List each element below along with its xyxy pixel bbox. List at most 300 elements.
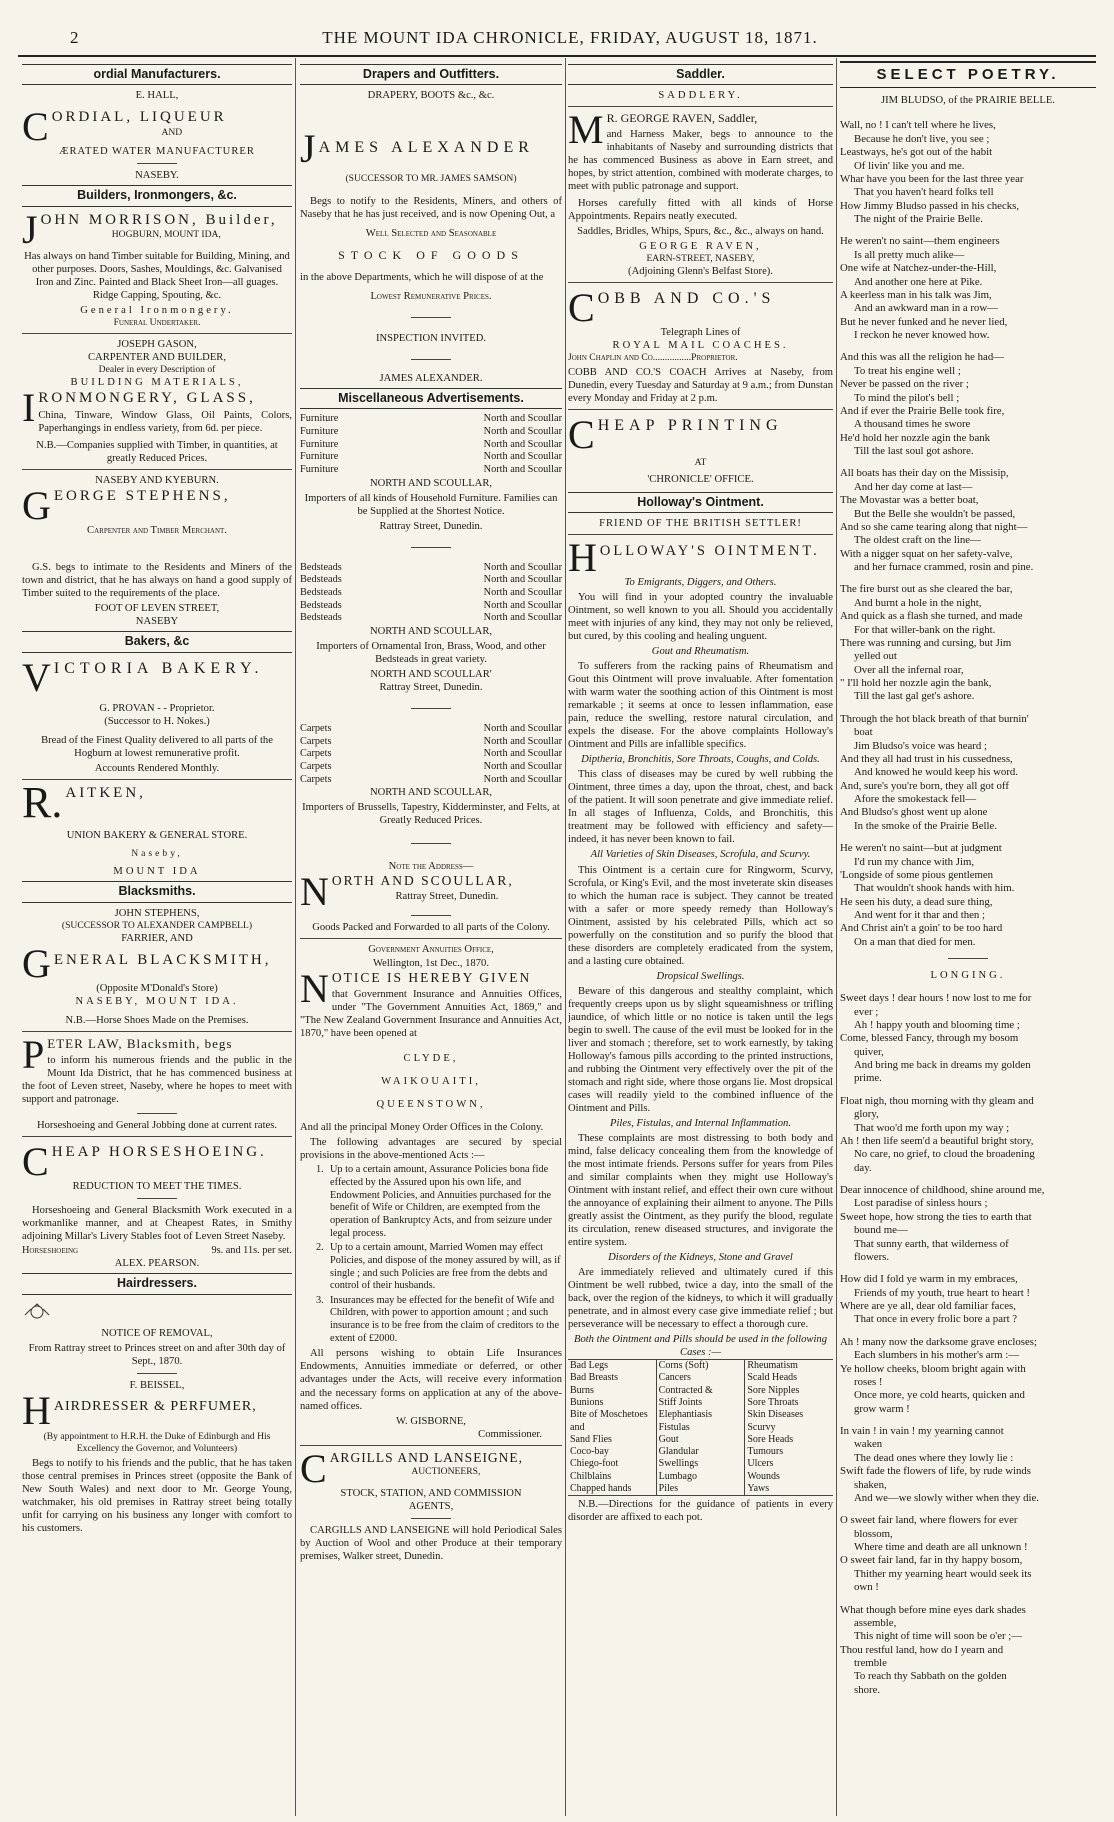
poem-line: Afore the smokestack fell— [854,793,977,806]
raven-street: EARN-STREET, NASEBY, [646,253,755,265]
ailment-cell: Swellings [658,1458,699,1470]
ailment-cell: Scald Heads [747,1372,798,1384]
leader-firm: North and Scoullar [483,413,562,425]
poem-line: And so she came tearing along that night— [840,520,1028,533]
column-divider [836,58,837,1816]
poem-line: How did I fold ye warm in my embraces, [840,1273,1018,1286]
gason-ad [22,338,292,465]
poem-line: He seen his duty, a dead sure thing, [840,895,993,908]
leader-item: Bedsteads [300,612,342,624]
pearson-body: Horseshoeing and General Blacksmith Work executed in a workmanlike manner, and at Cheapest Rates, in Smithy adjoining Millar's Livery Stables foot of Leven Street Naseby. [22,1204,292,1242]
ailment-cell: Scurvy [747,1421,776,1433]
poem-line: I'd run my chance with Jim, [854,855,975,868]
cargills-title: ARGILLS AND LANSEIGNE, [329,1449,524,1465]
drop-cap: R. [22,777,63,827]
poem-line: day. [854,1161,872,1174]
leader-row [300,439,562,452]
poem-jim-bludso [840,119,1096,949]
printing-title: HEAP PRINTING [597,416,783,434]
cordial-line: ORDIAL, LIQUEUR [51,109,227,126]
drop-cap: J [300,126,316,172]
leader-firm: North and Scoullar [483,438,562,450]
poem-line: Till the last soul got ashore. [854,445,974,458]
poem-line: Sweet days ! dear hours ! now lost to me for [840,992,1032,1005]
leader-item: Furniture [300,413,339,425]
item-text: Up to a certain amount, Assurance Policies bona fide effected by the Assured upon his own life, and Endowment Policies, and Annuities purchased for the benefit of Wife or Children, are exempted from the operation of Bankruptcy Acts, and from seizure under legal process. [330,1164,552,1239]
poem-line: To mind the pilot's bell ; [854,391,960,404]
printing-office: 'CHRONICLE' OFFICE. [647,473,754,485]
annuities-signature: W. GISBORNE, [396,1415,466,1427]
law-ad [22,1031,292,1132]
stephens-address: FOOT OF LEVEN STREET, [94,603,220,615]
poem-line: And we—we slowly wither when they die. [854,1491,1040,1504]
poem-line: bound me— [854,1224,908,1237]
stanza [840,713,1096,833]
beissel-name: F. BEISSEL, [129,1379,185,1391]
item-number: 2. [316,1242,324,1254]
stanza [840,1273,1096,1327]
leader-item: Bedsteads [300,561,342,573]
poem-line: own ! [854,1581,879,1594]
stanza [840,235,1096,342]
section-head-saddler: Saddler. [568,64,833,85]
annuities-date: Wellington, 1st Dec., 1870. [373,957,489,969]
alexander-title: AMES ALEXANDER [318,139,534,157]
section-head-bakers: Bakers, &c [22,631,292,652]
beissel-from: From Rattray street to Princes street on and after 30th day of Sept., 1870. [28,1342,286,1367]
drop-cap: M [568,107,604,153]
poem-line: waken [854,1438,883,1451]
annuities-place: CLYDE, [403,1053,459,1065]
drop-cap: N [300,965,329,1011]
annuities-signature-title: Commissioner. [478,1428,542,1440]
poem-line: The oldest craft on the line— [854,534,981,547]
ailment-cell: Lumbago [658,1470,697,1482]
cobb-royal-mail: ROYAL MAIL COACHES. [612,340,789,352]
holloway-para: Are immediately relieved and ultimately cured if this Ointment be well rubbed, twice a day, into the small of the back, over the region of the kidneys, to which it will gradually penetrate, and in almost every case give immediate relief ; but perseverance will be necessary to effect a thorough cure. [568,1266,833,1331]
pearson-ad [22,1138,292,1271]
victoria-successor: (Successor to H. Nokes.) [104,715,210,727]
column-divider [295,58,296,1816]
leader-row [300,612,562,625]
ailment-cell: Rheumatism [747,1360,798,1372]
beissel-ad [22,1299,292,1535]
column-1 [22,61,292,1811]
section-head-blacksmiths: Blacksmiths. [22,881,292,902]
drapers-sub: DRAPERY, BOOTS &c., &c. [367,90,495,102]
ailment-cell: Bad Legs [570,1360,609,1372]
poem-line: The fire burst out as she cleared the bar, [840,583,1013,596]
holloway-heading: To Emigrants, Diggers, and Others. [624,577,777,589]
poem-line: 'Longside of some pious gentlemen [840,868,994,881]
bedsteads-firm-2: NORTH AND SCOULLAR' [370,669,492,681]
leader-firm: North and Scoullar [483,599,562,611]
smith-town: NASEBY, MOUNT IDA. [75,995,239,1007]
leader-row [300,761,562,774]
aitken-town: Naseby, [131,847,183,859]
address-goods: Goods Packed and Forwarded to all parts of the Colony. [312,922,550,934]
poem-line: All boats has their day on the Missisip, [840,467,1009,480]
ailment-cell: Cancers [658,1372,691,1384]
furniture-body: Importers of all kinds of Household Furniture. Families can be Supplied at the Shortest Notice. [304,492,558,517]
raven-body-3: Saddles, Bridles, Whips, Spurs, &c., &c., always on hand. [577,226,824,238]
stanza [840,119,1096,226]
smith-title: ENERAL BLACKSMITH, [53,951,272,968]
holloway-nb: N.B.—Directions for the guidance of patients in every disorder are affixed to each pot. [568,1499,833,1524]
royal-crest-icon [22,1303,52,1321]
ailment-cell: Glandular [658,1446,699,1458]
leader-item: Carpets [300,735,332,747]
section-head-cordial: ordial Manufacturers. [22,64,292,85]
poem-line: glory, [854,1108,879,1121]
alexander-body: Begs to notify to the Residents, Miners, and others of Naseby that he has just received, and is now Opening Out, a [300,196,562,221]
poem-line: What though before mine eyes dark shades [840,1603,1026,1616]
stephens-body: G.S. begs to intimate to the Residents and Miners of the town and district, that he has always on hand a good supply of Timber suited to the requirements of the place. [22,562,292,600]
ailment-cell: Fistulas [658,1421,690,1433]
poem-line: For that willer-bank on the right. [854,623,996,636]
holloway-para: You will find in your adopted country the invaluable Ointment, so well known to you all. Should you accidentally meet with injuries of any kind, they may not only be relieved, but cured, by this cooling and healing unguent. [568,592,833,643]
poem-line: Ah ! many now the darksome grave encloses; [840,1335,1037,1348]
poem-line: Dear innocence of childhood, shine around me, [840,1184,1045,1197]
alexander-prices: Lowest Remunerative Prices. [370,291,492,302]
poem-line: This night of time will soon be o'er ;— [854,1630,1023,1643]
gason-ironmongery: RONMONGERY, GLASS, [38,389,256,406]
ailment-cell: Chilblains [570,1470,612,1482]
annuities-body-2: And all the principal Money Order Offices in the Colony. [300,1122,544,1134]
gason-name: JOSEPH GASON, [117,338,197,350]
victoria-title: ICTORIA BAKERY. [53,659,264,677]
holloway-heading: Disorders of the Kidneys, Stone and Gravel [608,1251,793,1263]
poem-line: That once in every frolic bore a part ? [854,1313,1018,1326]
leader-row [300,587,562,600]
poem-line: Once more, ye cold hearts, quicken and [854,1389,1025,1402]
victoria-accounts: Accounts Rendered Monthly. [94,762,220,774]
raven-name: GEORGE RAVEN, [639,241,762,253]
leader-row [300,736,562,749]
poem-longing [840,992,1096,1697]
stanza [840,1095,1096,1175]
cobb-title: OBB AND CO.'S [597,290,776,308]
leader-firm: North and Scoullar [483,773,562,785]
furniture-address: Rattray Street, Dunedin. [379,520,483,532]
poem-line: And Bludso's ghost went up alone [840,806,988,819]
alexander-signature: JAMES ALEXANDER. [379,373,483,385]
cargills-ad [300,1445,562,1563]
leader-item: Carpets [300,761,332,773]
poem-line: O sweet fair land, far in thy happy bosom, [840,1554,1023,1567]
smith-location: (Opposite M'Donald's Store) [96,982,218,994]
leader-row [300,574,562,587]
leader-row [300,451,562,464]
stanza [840,842,1096,949]
poem-line: The night of the Prairie Belle. [854,213,983,226]
address-ad [300,860,562,934]
victoria-proprietor: G. PROVAN - - Proprietor. [99,702,215,714]
address-note: Note the Address— [388,861,474,873]
drop-cap: I [22,384,36,430]
leader-row [300,723,562,736]
drop-cap: J [22,206,38,252]
poem-line: And went for it thar and then ; [854,909,986,922]
holloway-friend: FRIEND OF THE BRITISH SETTLER! [599,518,802,530]
holloway-heading: Dropsical Swellings. [656,970,745,982]
poem-line: And if ever the Prairie Belle took fire, [840,404,1005,417]
poem-line: That sunny earth, that wilderness of [854,1237,1009,1250]
poem-line: Of livin' like you and me. [854,159,965,172]
drop-cap: C [22,1138,49,1184]
cobb-body: COBB AND CO.'S COACH Arrives at Naseby, from Dunedin, every Tuesday and Saturday at 9 a.m.; from Dunstan every Monday and Friday at 2 p.m. [568,366,833,404]
ailments-column [745,1360,833,1495]
section-head-misc: Miscellaneous Advertisements. [300,388,562,409]
ailment-cell: Sore Heads [747,1433,794,1445]
poem-line: With a nigger squat on her safety-valve, [840,547,1013,560]
poem-line: And this was all the religion he had— [840,351,1005,364]
poem-line: roses ! [854,1375,883,1388]
smith-farrier: FARRIER, AND [121,932,193,944]
poem-2-title: LONGING. [930,970,1006,982]
page-number: 2 [70,28,80,47]
beissel-notice: NOTICE OF REMOVAL, [101,1327,213,1339]
poem-line: He weren't no saint—them engineers [840,235,1000,248]
raven-body-2: Horses carefully fitted with all kinds of Horse Appointments. Repairs neatly executed. [568,198,833,223]
leader-row [300,562,562,575]
ailment-cell: Chiego-foot [570,1458,619,1470]
ailment-cell: Gout [658,1433,679,1445]
gason-trade: CARPENTER AND BUILDER, [87,351,227,363]
drop-cap: G [22,483,51,529]
aitken-place: MOUNT IDA [113,866,201,878]
ailment-cell: Yaws [747,1483,770,1495]
poem-line: Friends of my youth, true heart to heart ! [854,1286,1031,1299]
raven-ad [568,89,833,278]
leader-firm: North and Scoullar [483,426,562,438]
poem-line: Ah ! happy youth and blooming time ; [854,1018,1020,1031]
column-2 [300,61,562,1811]
drop-cap: V [22,654,51,700]
poem-line: To reach thy Sabbath on the golden [854,1670,1007,1683]
raven-body: and Harness Maker, begs to announce to the inhabitants of Naseby and surrounding districts that he has commenced Business as above in Earn street, and hopes, by strict attention, combined with moderate charges, to meet with public patronage and support. [568,129,833,193]
stephens-place: NASEBY AND KYEBURN. [95,475,219,487]
leader-row [300,464,562,477]
poem-line: He'd hold her nozzle agin the bank [840,431,991,444]
masthead [70,28,1070,50]
poem-line: shaken, [854,1478,887,1491]
bedsteads-firm: NORTH AND SCOULLAR, [369,626,493,638]
holloway-para: This Ointment is a certain cure for Ringworm, Scurvy, Scrofula, or King's Evil, and the most inveterate skin diseases to which the human race is subject. They cannot be treated with a safer or more speedy remedy than Holloway's Ointment, assisted by his celebrated Pills, which act so powerfully on the constitution and so purify the blood that these disorders are completely eradicated from the system, and a lasting cure obtained. [568,864,833,967]
ailments-table [568,1359,833,1496]
poem-line: blossom, [854,1527,893,1540]
saddlery-title: SADDLERY. [658,90,743,102]
stephens-smith-ad [22,907,292,1027]
poem-line: Till the last gal get's ashore. [854,690,975,703]
cordial-name: E. HALL, [135,90,179,102]
address-street: Rattray Street, Dunedin. [395,891,499,903]
poem-line: And Christ ain't a goin' to be too hard [840,922,1003,935]
poem-line: and her furnace crammed, rosin and pine. [854,561,1034,574]
section-head-holloway: Holloway's Ointment. [568,492,833,513]
section-head-hairdressers: Hairdressers. [22,1273,292,1294]
poem-line: In vain ! in vain ! my yearning cannot [840,1425,1004,1438]
poem-line: Ye hollow cheeks, bloom bright again with [840,1362,1026,1375]
holloway-para: Beware of this dangerous and stealthy complaint, which frequently creeps upon us by slight squeamishness or trifling jaundice, of which little or no notice is taken until the legs begin to swell. The cause of the evil must be looked for in the liver and stomach ; therefore, set to work earnestly, by taking Holloway's famous pills according to the printed instructions, and rubbing the Ointment very effectively over the pit of the stomach and right side, where those organs lie. Most dropsical cases will readily yield to the combined influence of the Ointment and Pills. [568,985,833,1114]
pearson-reduction: REDUCTION TO MEET THE TIMES. [72,1180,242,1192]
annuities-item [316,1242,562,1293]
poem-line: And another one here at Pike. [854,275,983,288]
stanza [840,992,1096,1086]
leader-firm: North and Scoullar [483,451,562,463]
pearson-signature: ALEX. PEARSON. [114,1258,200,1270]
ailment-cell: Bad Breasts [570,1372,619,1384]
ailment-cell: Sore Nipples [747,1384,800,1396]
address-firm: ORTH AND SCOULLAR, [331,873,514,889]
poem-line: Thither my yearning heart would seek its [854,1567,1032,1580]
stephens-trade: Carpenter and Timber Merchant. [87,525,227,537]
poem-line: tremble [854,1657,887,1670]
item-number: 1. [316,1164,324,1176]
poem-line: Lost paradise of sinless hours ; [854,1197,988,1210]
furniture-ad [300,413,562,532]
stanza [840,1184,1096,1264]
ailment-cell: Sand Flies [570,1433,612,1445]
holloway-para: This class of diseases may be cured by well rubbing the Ointment, three times a day, upon the throat, chest, and back of the patient. It will soon penetrate and give immediate relief. In all stages of Influenza, Colds, and Bronchitis, this treatment may be followed with efficiency and safety—indeed, it has never been known to fail. [568,769,833,846]
annuities-body: that Government Insurance and Annuities Offices, under "The Government Annuities Act, 1869," and "The New Zealand Government Insurance and Annuities Act, 1870," have been opened at [300,989,562,1040]
cargills-body: CARGILLS AND LANSEIGNE will hold Periodical Sales by Auction of Wool and other Produce at their temporary premises, Walker street, Dunedin. [300,1524,562,1562]
annuities-place: WAIKOUAITI, [381,1076,481,1088]
ailment-cell: Sore Throats [747,1396,799,1408]
victoria-body: Bread of the Finest Quality delivered to all parts of the Hogburn at lowest remunerative profit. [41,734,273,759]
leader-firm: North and Scoullar [483,761,562,773]
leader-firm: North and Scoullar [483,612,562,624]
ailments-column [657,1360,746,1495]
poem-line: How Jimmy Bludso passed in his checks, [840,199,1020,212]
leader-item: Bedsteads [300,587,342,599]
leader-row [300,413,562,426]
drop-cap: P [22,1031,45,1077]
law-body-2: Horseshoeing and General Jobbing done at current rates. [36,1119,278,1131]
annuities-place: QUEENSTOWN, [376,1099,486,1111]
column-4 [840,61,1096,1811]
leader-row [300,774,562,787]
victoria-bakery-ad [22,654,292,775]
poem-line: And burnt a hole in the night, [854,596,982,609]
gason-line: Dealer in every Description of [98,363,216,375]
poem-line: I reckon he never knowed how. [854,329,990,342]
poem-line: Come, blessed Fancy, through my bosom [840,1032,1019,1045]
law-body: to inform his numerous friends and the public in the Mount Ida District, that he has commenced business at the foot of Leven street, Naseby, where he hopes to meet with support and patronage. [22,1054,292,1105]
ailment-cell: Bunions [570,1396,604,1408]
poem-line: And her day come at last— [854,480,973,493]
poem-line: Where time and death are all unknown ! [854,1541,1028,1554]
alexander-body-2: in the above Departments, which he will dispose of at the [300,271,544,283]
poem-line: Through the hot black breath of that burnin' [840,712,1029,725]
leader-firm: North and Scoullar [483,464,562,476]
pearson-rate: 9s. and 11s. per set. [211,1244,292,1256]
leader-firm: North and Scoullar [483,574,562,586]
leader-firm: North and Scoullar [483,735,562,747]
annuities-office: Government Annuities Office, [368,944,494,956]
poem-line: Because he don't live, you see ; [854,132,990,145]
poem-line: Sweet hope, how strong the ties to earth that [840,1210,1032,1223]
morrison-ad [22,206,292,329]
poem-1-title: JIM BLUDSO, of the PRAIRIE BELLE. [881,95,1055,107]
smith-successor: (SUCCESSOR TO ALEXANDER CAMPBELL) [61,919,253,931]
alexander-selected: Well Selected and Seasonable [365,228,497,240]
cobb-telegraph: Telegraph Lines of [660,327,741,339]
poem-line: Never be passed on the river ; [840,378,969,391]
drop-cap: H [22,1387,51,1433]
drop-cap: G [22,940,51,986]
leader-firm: North and Scoullar [483,723,562,735]
holloway-para: These complaints are most distressing to both body and mind, false delicacy concealing them from the knowledge of the most intimate friends. Persons suffer for years from Piles and similar complaints when they might use Holloway's Ointment with instant relief, and effect their own cure without the annoyance of explaining their ailment to anyone. The Pills greatly assist the Ointment, as they purify the blood, regulate its circulation, renew diseased structures, and invigorate the entire system. [568,1132,833,1248]
alexander-ad [300,89,562,385]
cordial-place: NASEBY. [135,170,179,182]
poem-line: ever ; [854,1005,879,1018]
top-rule [18,55,1096,57]
poem-line: Whar have you been for the last three year [840,172,1024,185]
cordial-line-2: ÆRATED WATER MANUFACTURER [59,146,255,158]
poem-line: And knowed he would keep his word. [854,766,1019,779]
poem-line: And, sure's you're born, they all got off [840,779,1009,792]
poem-line: shore. [854,1683,881,1696]
carpets-firm: NORTH AND SCOULLAR, [369,787,493,799]
poem-line: No care, no grief, to cloud the broadening [854,1148,1035,1161]
poem-line: Leastways, he's got out of the habit [840,146,993,159]
cargills-agents: AGENTS, [408,1500,454,1512]
alexander-inspection: INSPECTION INVITED. [375,333,487,345]
stanza [840,1604,1096,1698]
leader-row [300,426,562,439]
annuities-item [316,1164,562,1240]
leader-item: Bedsteads [300,599,342,611]
leader-item: Furniture [300,438,339,450]
drop-cap: N [300,869,329,915]
leader-item: Furniture [300,451,339,463]
ailment-cell: Bite of Moschetoes and [570,1409,648,1433]
morrison-undertaker: Funeral Undertaker. [113,316,201,328]
poem-line: That woo'd me forth upon my way ; [854,1121,1010,1134]
holloway-title: OLLOWAY'S OINTMENT. [599,543,820,560]
poem-line: And an awkward man in a row— [854,302,998,315]
column-divider [565,58,566,1816]
item-text: Insurances may be effected for the benefit of Wife and Children, with power to apportion amount ; and such insurance is to be free from the claim of creditors to the extent of £2000. [330,1294,560,1344]
poem-line: Over all the infernal roar, [854,663,964,676]
poem-line: A keerless man in his talk was Jim, [840,288,992,301]
cobb-ad [568,285,833,405]
aitken-name: AITKEN, [65,784,146,801]
cargills-auctioneers: AUCTIONEERS, [411,1466,481,1478]
poem-line: grow warm ! [854,1402,910,1415]
poem-line: Ah ! then life seem'd a beautiful bright story, [840,1134,1034,1147]
annuities-item [316,1295,562,1346]
poem-line: A thousand times he swore [854,418,971,431]
ailment-cell: Tumours [747,1446,784,1458]
poem-line: The dead ones where they lowly lie : [854,1451,1014,1464]
poem-line: prime. [854,1072,882,1085]
poem-line: Is all pretty much alike— [854,248,965,261]
poem-line: yelled out [854,650,897,663]
ailments-column [568,1360,657,1495]
morrison-line: OHN MORRISON, Builder, [40,211,278,228]
poem-line: flowers. [854,1250,890,1263]
poem-line: Each slumbers in his mother's arm :— [854,1349,1020,1362]
bedsteads-ad [300,562,562,694]
ailment-cell: Coco-bay [570,1446,609,1458]
poem-line: That wouldn't shook hands with him. [854,882,1015,895]
stanza [840,583,1096,703]
stanza [840,467,1096,574]
section-head-builders: Builders, Ironmongers, &c. [22,185,292,206]
item-number: 3. [316,1294,324,1306]
